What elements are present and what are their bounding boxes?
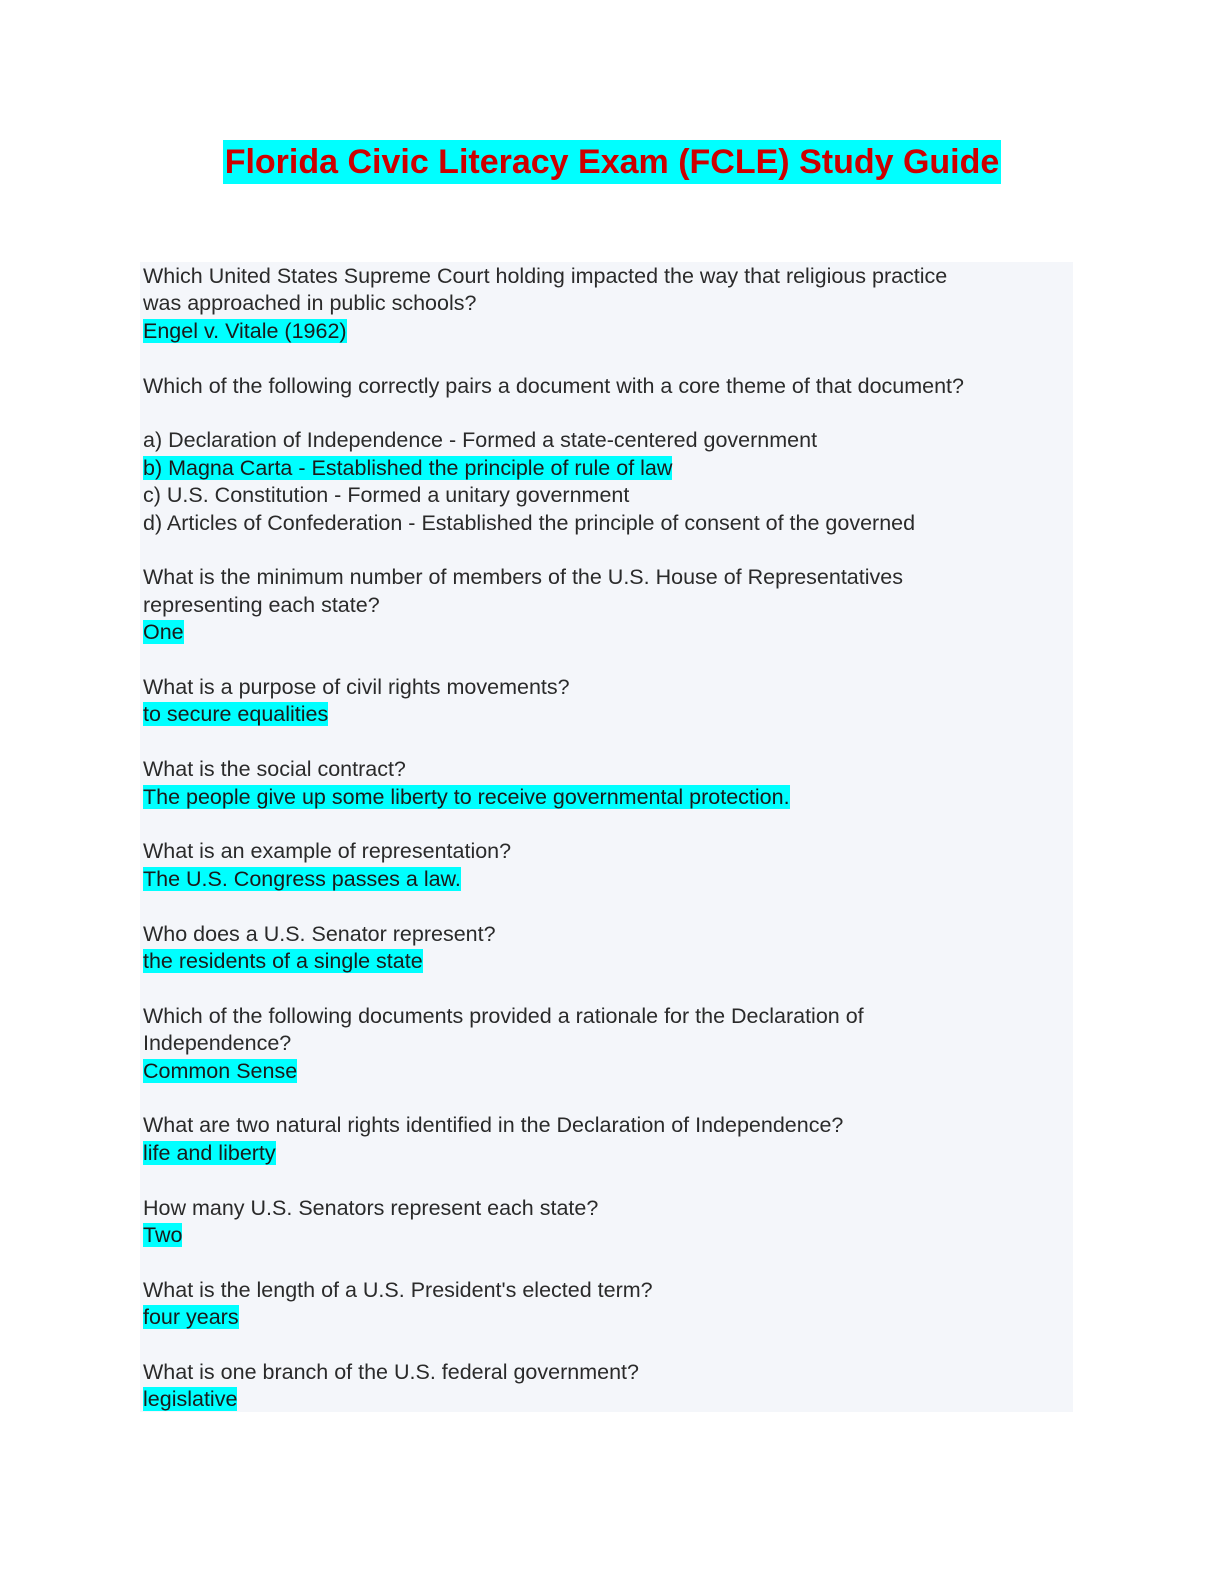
question-text: What are two natural rights identified in the Declaration of Independence? bbox=[143, 1113, 844, 1138]
question-text: What is one branch of the U.S. federal government? bbox=[143, 1360, 639, 1385]
question-text: What is an example of representation? bbox=[143, 839, 512, 864]
question-block-5 bbox=[143, 756, 1073, 811]
answer-highlight: Engel v. Vitale (1962) bbox=[143, 318, 347, 343]
answer-highlight: The U.S. Congress passes a law. bbox=[143, 866, 461, 891]
option-c: c) U.S. Constitution - Formed a unitary government bbox=[143, 483, 630, 508]
question-block-3 bbox=[143, 564, 1073, 646]
question-block-9 bbox=[143, 1112, 1073, 1167]
question-text: Which of the following correctly pairs a document with a core theme of that document? bbox=[143, 373, 964, 398]
question-block-12 bbox=[143, 1359, 1073, 1414]
question-text: Who does a U.S. Senator represent? bbox=[143, 921, 496, 946]
question-block-2 bbox=[143, 373, 1073, 400]
question-text: Independence? bbox=[143, 1031, 292, 1056]
answer-highlight: life and liberty bbox=[143, 1140, 276, 1165]
question-text: What is the social contract? bbox=[143, 757, 406, 782]
study-guide-body bbox=[140, 262, 1073, 1412]
option-a: a) Declaration of Independence - Formed a state-centered government bbox=[143, 428, 818, 453]
answer-highlight: the residents of a single state bbox=[143, 949, 423, 974]
question-block-8 bbox=[143, 1003, 1073, 1085]
question-text: Which United States Supreme Court holding impacted the way that religious practice bbox=[143, 264, 948, 288]
question-block-1 bbox=[143, 263, 1073, 345]
answer-highlight: to secure equalities bbox=[143, 702, 329, 727]
question-text: Which of the following documents provided a rationale for the Declaration of bbox=[143, 1003, 864, 1028]
question-text: What is a purpose of civil rights movements? bbox=[143, 675, 570, 700]
question-block-4 bbox=[143, 674, 1073, 729]
title-wrap bbox=[0, 140, 1224, 184]
question-text: was approached in public schools? bbox=[143, 291, 477, 316]
question-text: What is the length of a U.S. President's elected term? bbox=[143, 1277, 653, 1302]
answer-highlight: legislative bbox=[143, 1387, 238, 1412]
answer-highlight: Common Sense bbox=[143, 1058, 298, 1083]
question-block-11 bbox=[143, 1277, 1073, 1332]
question-block-7 bbox=[143, 921, 1073, 976]
answer-highlight: four years bbox=[143, 1305, 239, 1330]
question-text: What is the minimum number of members of the U.S. House of Representatives bbox=[143, 565, 903, 590]
question-text: How many U.S. Senators represent each state? bbox=[143, 1195, 599, 1220]
answer-highlight: Two bbox=[143, 1223, 183, 1248]
options-block-2 bbox=[143, 427, 1073, 537]
option-b-answer-highlight: b) Magna Carta - Established the principle of rule of law bbox=[143, 455, 673, 480]
option-d: d) Articles of Confederation - Established the principle of consent of the governed bbox=[143, 510, 916, 535]
answer-highlight: One bbox=[143, 620, 184, 645]
page-title: Florida Civic Literacy Exam (FCLE) Study Guide bbox=[223, 140, 1002, 184]
answer-highlight: The people give up some liberty to receive governmental protection. bbox=[143, 784, 790, 809]
question-block-10 bbox=[143, 1195, 1073, 1250]
question-text: representing each state? bbox=[143, 592, 380, 617]
question-block-6 bbox=[143, 838, 1073, 893]
